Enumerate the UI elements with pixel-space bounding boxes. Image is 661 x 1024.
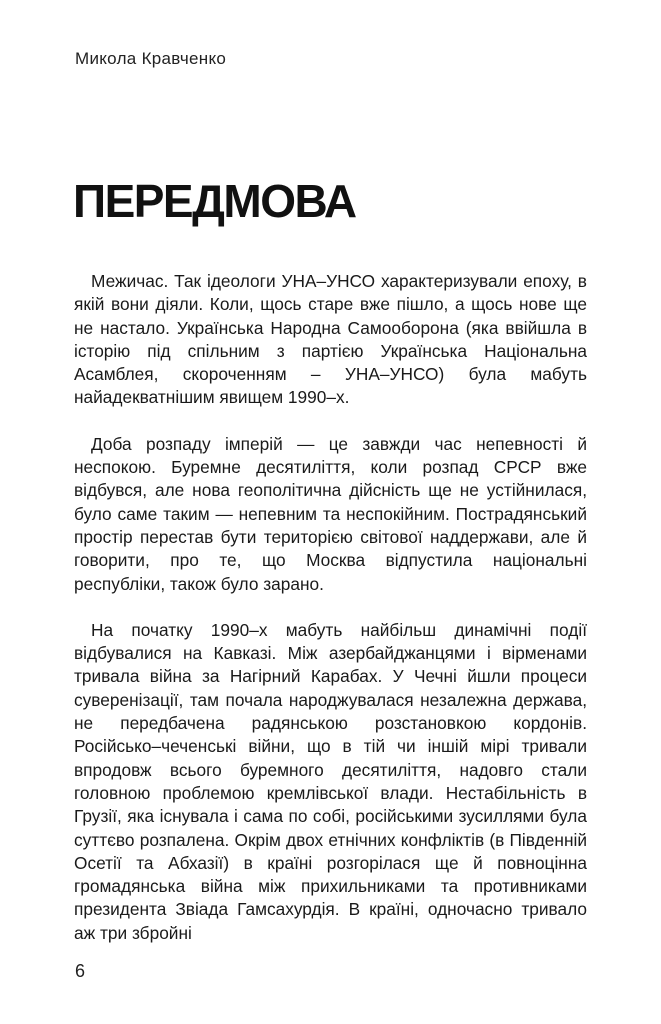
body-text — [74, 270, 587, 968]
paragraph: Межичас. Так ідеологи УНА–УНСО характеризували епоху, в якій вони діяли. Коли, щось старе вже пішло, а щось нове ще не настало. Українська Народна Самооборона (яка ввійшла в історію під спільним з партією Українська Національна Асамблея, скороченням – УНА–УНСО) була мабуть найадекватнішим явищем 1990–х. — [74, 271, 587, 408]
paragraph: На початку 1990–х мабуть найбільш динамічні події відбувалися на Кавказі. Між азербайджанцями і вірменами тривала війна за Нагірний Карабах. У Чечні йшли процеси суверенізації, там почала народжувалася незалежна держава, не передбачена радянською розстановкою кордонів. Російсько–чеченські війни, що в тій чи іншій мірі тривали впродовж всього буремного десятиліття, надовго стали головною проблемою кремлівської влади. Нестабільність в Грузії, яка існувала і сама по собі, російськими зусиллями була суттєво розпалена. Окрім двох етнічних конфліктів (в Південній Осетії та Абхазії) в країні розгорілася ще й повноцінна громадянська війна між прихильниками та противниками президента Звіада Гамсахурдія. В країні, одночасно тривало аж три збройні — [74, 619, 587, 943]
chapter-title: ПЕРЕДМОВА — [73, 175, 356, 227]
paragraph: Доба розпаду імперій — це завжди час непевності й неспокою. Буремне десятиліття, коли розпад СРСР вже відбувся, але нова геополітична дійсність ще не устійнилася, було саме таким — непевним та неспокійним. Пострадянський простір перестав бути територією світової наддержави, але й говорити, про те, що Москва відпустила національні республіки, також було зарано. — [74, 433, 587, 594]
page-number: 6 — [75, 961, 86, 981]
running-head-author: Микола Кравченко — [75, 49, 227, 68]
